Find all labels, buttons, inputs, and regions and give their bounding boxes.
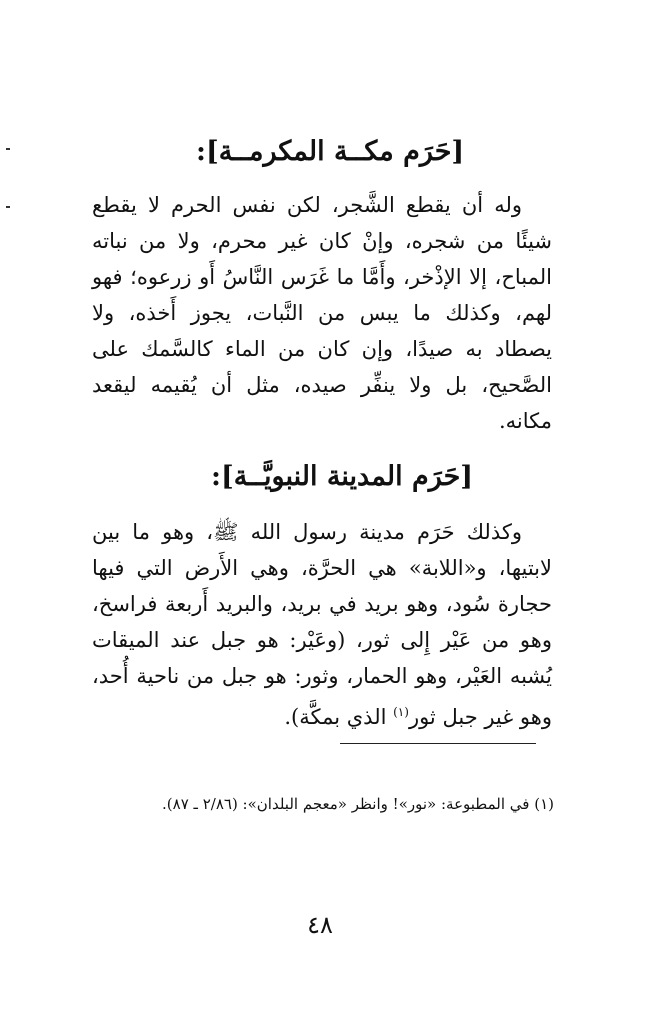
section-heading-makkah-sanctuary: [حَرَم مكــة المكرمــة]:: [196, 136, 465, 168]
paragraph-makkah-sanctuary: وله أن يقطع الشَّجر، لكن نفس الحرم لا يقطع شيئًا من شجره، وإنْ كان غير محرم، ولا من نباته المباح، إلا الإذْخر، وأَمَّا ما غَرَس النَّاسُ أَو زرعوه؛ فهو لهم، وكذلك ما يبس من النَّبات، يجوز أَخذه، ولا يصطاد به صيدًا، وإن كان من الماء كالسَّمك على الصَّحيح، بل ولا ينفِّر صيده، مثل أن يُقيمه ليقعد مكانه.: [92, 193, 552, 433]
footnote-reference[interactable]: (١): [393, 705, 409, 719]
footnote-divider: [340, 743, 536, 744]
paragraph-madinah-text-end: الذي بمكَّة).: [284, 705, 394, 729]
edge-scan-mark: [6, 206, 10, 208]
edge-scan-mark: [6, 148, 10, 150]
footnote: (١) في المطبوعة: «نور»! وانظر «معجم البلدان»: (٢/٨٦ ـ ٨٧).: [162, 795, 554, 813]
paragraph-madinah-text: وكذلك حَرَم مدينة رسول الله ﷺ، وهو ما بين لابتيها، و«اللابة» هي الحرَّة، وهي الأَرض التي فيها حجارة سُود، وهو بريد في بريد، والبريد أَربعة فراسخ، وهو من عَيْر إِلى ثور، (وعَيْر: هو جبل عند الميقات يُشبه العَيْر، وهو الحمار، وثور: هو جبل من ناحية أُحد، وهو غير جبل ثور: [92, 520, 552, 729]
section-heading-madinah-sanctuary: [حَرَم المدينة النبويَّــة]:: [211, 461, 474, 493]
paragraph-madinah-sanctuary: [92, 514, 552, 735]
page-number: ٤٨: [307, 911, 333, 939]
